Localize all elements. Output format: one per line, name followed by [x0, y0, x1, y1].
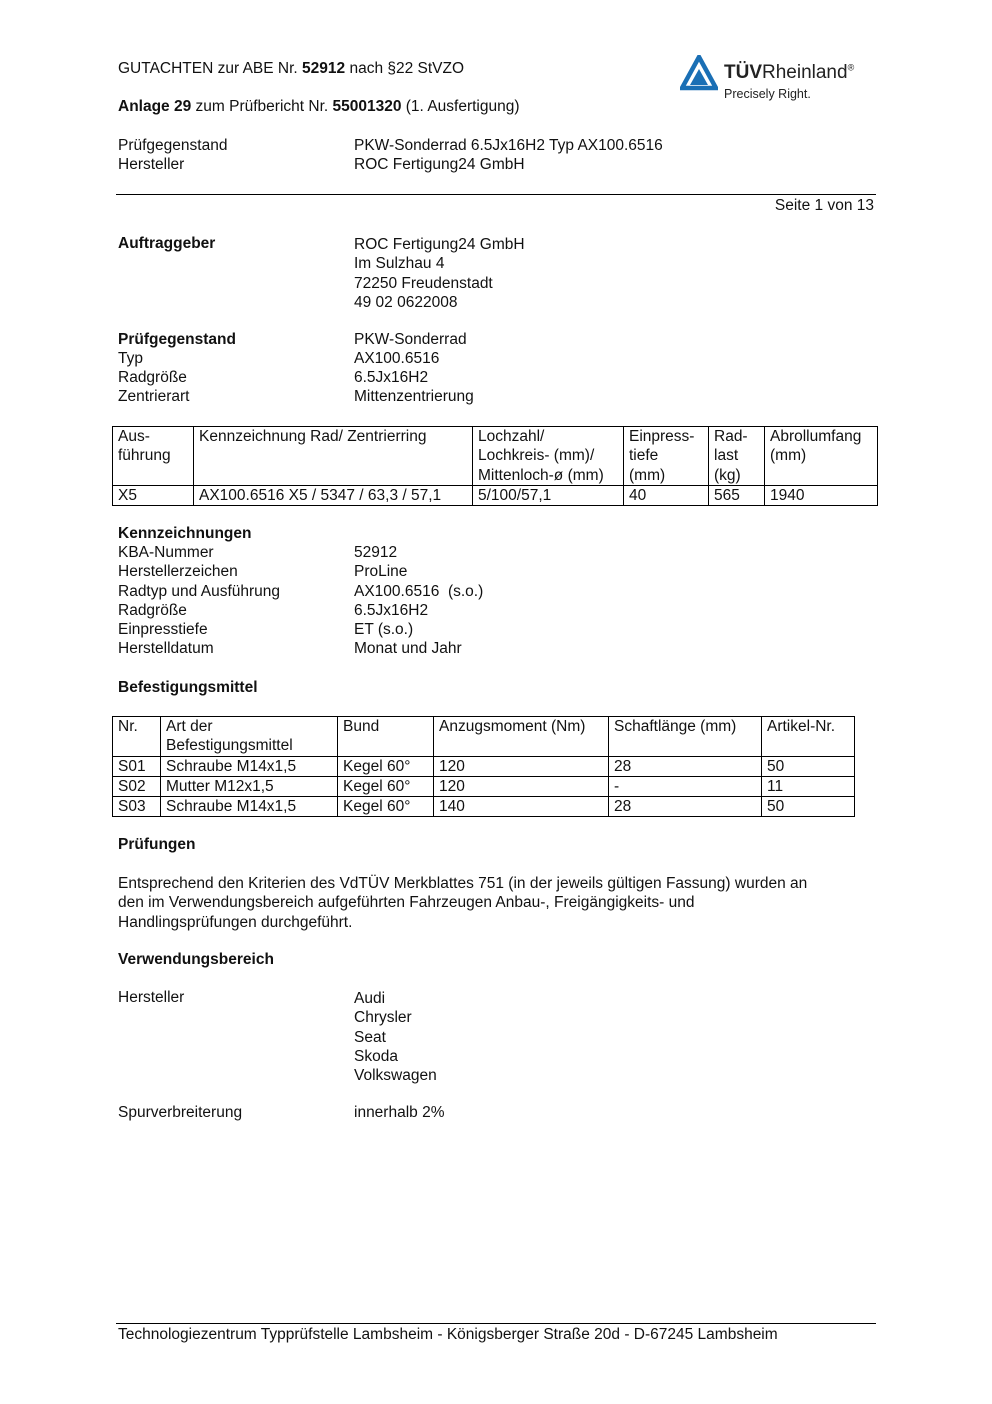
header-line: Befestigungsmittel [166, 737, 293, 755]
header-line: Kennzeichnung Rad/ Zentrierring [199, 428, 427, 445]
header-abe-suffix: nach §22 StVZO [345, 60, 465, 77]
marking-value: ProLine [354, 563, 408, 580]
table-cell: 40 [624, 485, 709, 505]
col-header-seat: Bund [338, 717, 434, 757]
tests-title: Prüfungen [118, 836, 196, 853]
fasteners-title: Befestigungsmittel [118, 679, 258, 696]
table-cell: Schraube M14x1,5 [161, 756, 338, 776]
client-label: Auftraggeber [118, 235, 216, 252]
table-cell: 565 [709, 485, 765, 505]
usage-maker-label: Hersteller [118, 989, 185, 1006]
paragraph-line: den im Verwendungsbereich aufgeführten Fahrzeugen Anbau-, Freigängigkeits- und [118, 894, 695, 912]
usage-title: Verwendungsbereich [118, 951, 274, 968]
tuv-rheinland-logo [680, 55, 870, 105]
type-label: Typ [118, 350, 143, 367]
logo-tagline: Precisely Right. [724, 87, 811, 101]
paragraph-line: Entsprechend den Kriterien des VdTÜV Merkblattes 751 (in der jeweils gültigen Fassung) wurden an [118, 875, 808, 892]
client-line: 72250 Freudenstadt [354, 274, 493, 292]
col-header-version [113, 427, 194, 486]
footer-text: Technologiezentrum Typprüfstelle Lambsheim - Königsberger Straße 20d - D-67245 Lambsheim [118, 1326, 778, 1343]
header-annex-mid: zum Prüfbericht Nr. [191, 98, 333, 115]
header-line: Mittenloch-ø (mm) [478, 466, 604, 484]
table-cell: Mutter M12x1,5 [161, 776, 338, 796]
header-line: Art der [166, 718, 213, 735]
logo-brand [724, 62, 854, 84]
marking-label: Herstelldatum [118, 640, 214, 657]
header-line: führung [118, 447, 171, 465]
header-abe-prefix: GUTACHTEN zur ABE Nr. [118, 60, 303, 77]
col-header-nr: Nr. [113, 717, 161, 757]
client-line: Im Sulzhau 4 [354, 255, 445, 273]
annex-number: Anlage 29 [118, 98, 192, 115]
col-header-offset [624, 427, 709, 486]
client-address [354, 235, 525, 312]
col-header-circumference [765, 427, 878, 486]
list-item: Seat [354, 1028, 386, 1046]
tests-paragraph [118, 874, 807, 932]
header-abe-line [118, 60, 464, 78]
client-line: 49 02 0622008 [354, 293, 458, 311]
track-label: Spurverbreiterung [118, 1104, 243, 1121]
table-cell: 50 [762, 797, 855, 817]
type-value: AX100.6516 [354, 350, 440, 367]
header-line: (mm) [629, 466, 666, 484]
table-row [113, 776, 855, 796]
table-cell: 50 [762, 756, 855, 776]
col-header-marking [194, 427, 473, 486]
header-line: last [714, 447, 739, 465]
centering-value: Mittenzentrierung [354, 388, 474, 405]
col-header-load [709, 427, 765, 486]
wheel-table [112, 426, 878, 506]
marking-label: Einpresstiefe [118, 621, 208, 638]
track-value: innerhalb 2% [354, 1104, 445, 1121]
centering-label: Zentrierart [118, 388, 190, 405]
table-cell: Schraube M14x1,5 [161, 797, 338, 817]
header-line: Lochkreis- (mm)/ [478, 447, 595, 465]
tuv-triangle-icon [680, 55, 718, 91]
table-cell: AX100.6516 X5 / 5347 / 63,3 / 57,1 [194, 485, 473, 505]
table-row [113, 797, 855, 817]
fasteners-table-header [113, 717, 855, 757]
table-cell: 120 [434, 756, 609, 776]
col-header-torque: Anzugsmoment (Nm) [434, 717, 609, 757]
header-annex-line [118, 98, 520, 116]
header-line: Aus- [118, 428, 150, 445]
header-line: Lochzahl/ [478, 428, 545, 445]
marking-label: Radgröße [118, 602, 187, 619]
client-line: ROC Fertigung24 GmbH [354, 236, 525, 253]
col-header-boltpattern [473, 427, 624, 486]
size-value: 6.5Jx16H2 [354, 369, 429, 386]
table-cell: Kegel 60° [338, 797, 434, 817]
size-label: Radgröße [118, 369, 187, 386]
header-line: tiefe [629, 447, 659, 465]
marking-label: KBA-Nummer [118, 544, 214, 561]
page-number: Seite 1 von 13 [774, 197, 874, 214]
header-subject-value: PKW-Sonderrad 6.5Jx16H2 Typ AX100.6516 [354, 137, 663, 154]
report-number: 55001320 [332, 98, 402, 115]
fasteners-table [112, 716, 855, 817]
marking-value: 52912 [354, 544, 398, 561]
table-cell: S01 [113, 756, 161, 776]
logo-brand-rest: Rheinland [762, 62, 848, 83]
wheel-table-header [113, 427, 878, 486]
table-cell: 28 [609, 756, 762, 776]
table-cell: - [609, 776, 762, 796]
footer-divider [116, 1323, 876, 1324]
marking-value: ET (s.o.) [354, 621, 414, 638]
header-maker-value: ROC Fertigung24 GmbH [354, 156, 525, 173]
header-line: Einpress- [629, 428, 695, 445]
table-row [113, 485, 878, 505]
table-cell: X5 [113, 485, 194, 505]
header-subject-label: Prüfgegenstand [118, 137, 228, 154]
header-line: (kg) [714, 466, 741, 484]
marking-value: 6.5Jx16H2 [354, 602, 429, 619]
table-cell: Kegel 60° [338, 756, 434, 776]
list-item: Volkswagen [354, 1067, 437, 1085]
table-cell: Kegel 60° [338, 776, 434, 796]
table-cell: 28 [609, 797, 762, 817]
table-cell: S02 [113, 776, 161, 796]
col-header-article: Artikel-Nr. [762, 717, 855, 757]
list-item: Chrysler [354, 1009, 412, 1027]
marking-value: Monat und Jahr [354, 640, 462, 657]
table-cell: S03 [113, 797, 161, 817]
col-header-shank: Schaftlänge (mm) [609, 717, 762, 757]
header-annex-suffix: (1. Ausfertigung) [401, 98, 520, 115]
markings-title: Kennzeichnungen [118, 525, 252, 542]
subject-value: PKW-Sonderrad [354, 331, 467, 348]
logo-brand-bold: TÜV [724, 62, 762, 83]
paragraph-line: Handlingsprüfungen durchgeführt. [118, 913, 353, 931]
list-item: Skoda [354, 1047, 398, 1065]
subject-label: Prüfgegenstand [118, 331, 236, 348]
table-cell: 140 [434, 797, 609, 817]
table-cell: 1940 [765, 485, 878, 505]
header-maker-label: Hersteller [118, 156, 185, 173]
marking-label: Herstellerzeichen [118, 563, 238, 580]
col-header-type [161, 717, 338, 757]
marking-label: Radtyp und Ausführung [118, 583, 281, 600]
header-divider [116, 194, 876, 195]
table-cell: 5/100/57,1 [473, 485, 624, 505]
header-line: (mm) [770, 447, 807, 465]
table-cell: 120 [434, 776, 609, 796]
table-row [113, 756, 855, 776]
usage-maker-list [354, 989, 437, 1085]
header-line: Rad- [714, 428, 748, 445]
list-item: Audi [354, 990, 386, 1007]
header-line: Abrollumfang [770, 428, 862, 445]
marking-value: AX100.6516 (s.o.) [354, 583, 484, 600]
logo-registered-mark: ® [847, 62, 855, 73]
table-cell: 11 [762, 776, 855, 796]
abe-number: 52912 [302, 60, 346, 77]
